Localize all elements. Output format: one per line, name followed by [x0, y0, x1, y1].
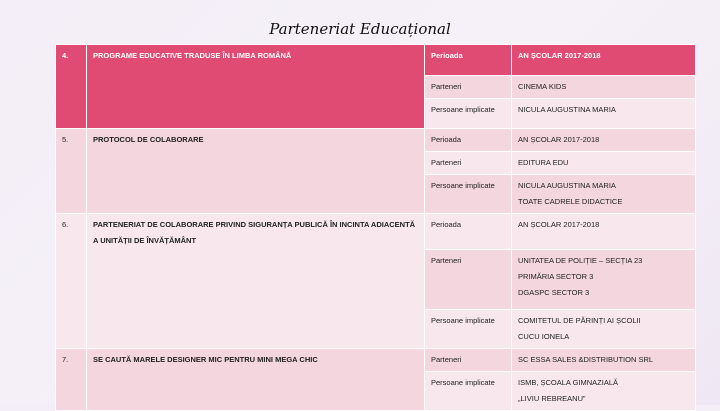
detail-value: CUCU IONELA	[518, 332, 570, 341]
detail-value: CINEMA KIDS	[512, 76, 696, 99]
detail-label: Parteneri	[425, 250, 512, 310]
detail-value: AN ȘCOLAR 2017-2018	[512, 45, 696, 76]
program-name: PROGRAME EDUCATIVE TRADUSE ÎN LIMBA ROMÂNĂ	[87, 45, 425, 129]
detail-label: Perioada	[425, 214, 512, 250]
detail-value: NICULA AUGUSTINA MARIA	[518, 181, 616, 190]
detail-value: EDITURA EDU	[512, 152, 696, 175]
row-number: 5.	[56, 129, 87, 214]
partnership-table	[55, 44, 696, 411]
detail-label: Perioada	[425, 129, 512, 152]
detail-value: PRIMĂRIA SECTOR 3	[518, 272, 594, 281]
row-number: 6.	[56, 214, 87, 349]
detail-value: AN ȘCOLAR 2017-2018	[512, 129, 696, 152]
table-row	[56, 129, 696, 152]
detail-label: Perioada	[425, 45, 512, 76]
program-name: PROTOCOL DE COLABORARE	[87, 129, 425, 214]
detail-label: Persoane implicate	[425, 99, 512, 129]
detail-label: Persoane implicate	[425, 372, 512, 411]
detail-value: DGASPC SECTOR 3	[518, 288, 590, 297]
detail-label: Persoane implicate	[425, 175, 512, 214]
program-name: SE CAUTĂ MARELE DESIGNER MIC PENTRU MINI MEGA CHIC	[87, 349, 425, 411]
row-number: 7.	[56, 349, 87, 411]
detail-value: SC ESSA SALES &DISTRIBUTION SRL	[512, 349, 696, 372]
detail-value: NICULA AUGUSTINA MARIA	[512, 99, 696, 129]
detail-label: Parteneri	[425, 349, 512, 372]
detail-value: AN ȘCOLAR 2017-2018	[512, 214, 696, 250]
table-row	[56, 349, 696, 372]
table-row	[56, 214, 696, 250]
detail-value: COMITETUL DE PĂRINȚI AI ȘCOLII	[518, 316, 641, 325]
page-title: Parteneriat Educațional	[269, 20, 451, 38]
detail-value: ISMB, ȘCOALA GIMNAZIALĂ	[518, 378, 619, 387]
detail-value: UNITATEA DE POLIȚIE – SECȚIA 23	[518, 256, 643, 265]
detail-label: Parteneri	[425, 152, 512, 175]
detail-label: Persoane implicate	[425, 310, 512, 349]
detail-value: TOATE CADRELE DIDACTICE	[518, 197, 623, 206]
row-number: 4.	[56, 45, 87, 129]
detail-value: „LIVIU REBREANU”	[518, 394, 586, 403]
detail-label: Parteneri	[425, 76, 512, 99]
program-name: PARTENERIAT DE COLABORARE PRIVIND SIGURANȚA PUBLICĂ ÎN INCINTA ADIACENTĂ A UNITĂȚII DE ÎNVĂȚĂMÂNT	[87, 214, 425, 349]
table-row	[56, 45, 696, 76]
